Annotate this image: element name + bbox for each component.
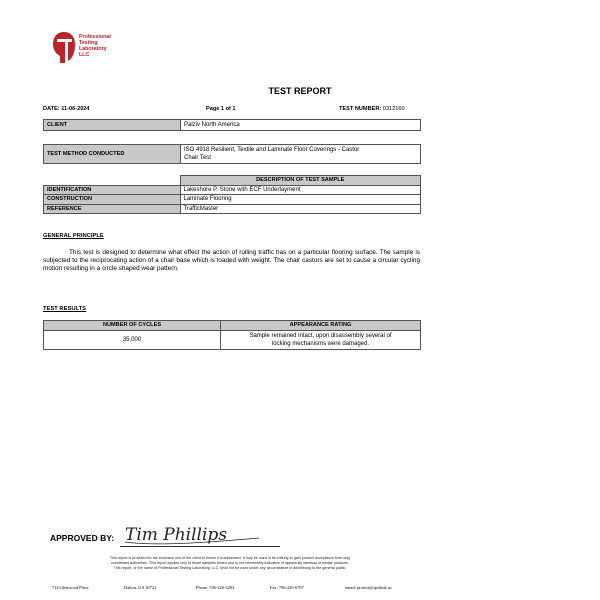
method-table [43, 144, 421, 164]
signature-icon [123, 518, 263, 548]
disclaimer-line: constituted authorities. This report applies only to those samples tested and is not necessarily indicative of apparently identical or similar products. [111, 561, 349, 565]
footer-fax: Fax: 706-226-6787 [270, 585, 304, 590]
principle-text: This test is designed to determine what effect the action of rolling traffic has on a particular flooring surface. The sample is subjected to the reciprocating action of a chair base which is loaded with weight. The chair castors are set to cause a circular cycling motion resulting in a circle shaped wear pattern. [43, 249, 420, 273]
results-heading: TEST RESULTS [43, 306, 87, 312]
sample-row-value: TrafficMaster [180, 204, 421, 214]
footer-phone: Phone: 706-226-3283 [196, 585, 235, 590]
company-name-line: Professional [79, 34, 111, 40]
sample-blank-cell [44, 176, 181, 186]
sample-row-label: REFERENCE [44, 204, 181, 214]
test-number-label: TEST NUMBER: [339, 106, 382, 112]
results-table [43, 320, 421, 350]
method-label: TEST METHOD CONDUCTED [44, 145, 181, 164]
sample-row-value: Laminate Flooring [180, 195, 421, 205]
results-rating-line: locking mechanisms were damaged. [271, 340, 370, 347]
signature-text: Tim Phillips [125, 525, 228, 545]
company-logo [52, 30, 147, 66]
sample-row-label: CONSTRUCTION [44, 195, 181, 205]
sample-table [43, 175, 421, 214]
sample-header: DESCRIPTION OF TEST SAMPLE [180, 176, 421, 186]
signature-line [120, 546, 280, 547]
footer-address: 714 Glenwood Place [52, 585, 89, 590]
company-name-line: LLC [79, 52, 90, 58]
client-label: CLIENT [44, 120, 181, 131]
test-number-value: 0312160 [382, 106, 405, 112]
client-value: Palziv North America [181, 120, 421, 131]
disclaimer [55, 556, 405, 571]
disclaimer-line: This report, or the name of Professional Testing Laboratory, LLC, shall not be used under any circumstance in advertising to the general public. [113, 566, 347, 570]
page-number: Page 1 of 1 [206, 106, 236, 112]
results-col-rating: APPEARANCE RATING [221, 321, 421, 331]
method-value-line: ISO 4918 Resilient, Textile and Laminate Floor Coverings - Castor [184, 147, 360, 153]
company-name-line: Laboratory [79, 46, 107, 52]
sample-row-value: Lakeshore P. Stone with ECF Underlayment [180, 185, 421, 195]
results-cycles-value: 35,000 [44, 330, 221, 349]
method-value-line: Chair Test [184, 155, 211, 161]
footer-city: Dalton, GA 30721 [124, 585, 157, 590]
company-name [79, 34, 111, 58]
company-name-line: Testing [79, 40, 98, 46]
report-title: TEST REPORT [268, 86, 332, 96]
client-table [43, 119, 421, 131]
results-rating-value [221, 330, 421, 349]
report-date: DATE: 11-06-2024 [43, 106, 90, 112]
ptl-logo-icon [52, 30, 76, 64]
method-value [181, 145, 421, 164]
footer-email: email: protest@optilink.us [345, 585, 392, 590]
principle-heading: GENERAL PRINCIPLE [43, 233, 104, 239]
results-col-cycles: NUMBER OF CYCLES [44, 321, 221, 331]
sample-row-label: IDENTIFICATION [44, 185, 181, 195]
results-rating-line: Sample remained intact, upon disassembly several of [249, 332, 392, 339]
test-number [339, 106, 405, 112]
approved-by-label: APPROVED BY: [50, 533, 115, 543]
disclaimer-line: This report is provided for the exclusive use of the client to whom it is addressed. It may be used in its entirety to gain product acceptance from duly [109, 556, 351, 560]
